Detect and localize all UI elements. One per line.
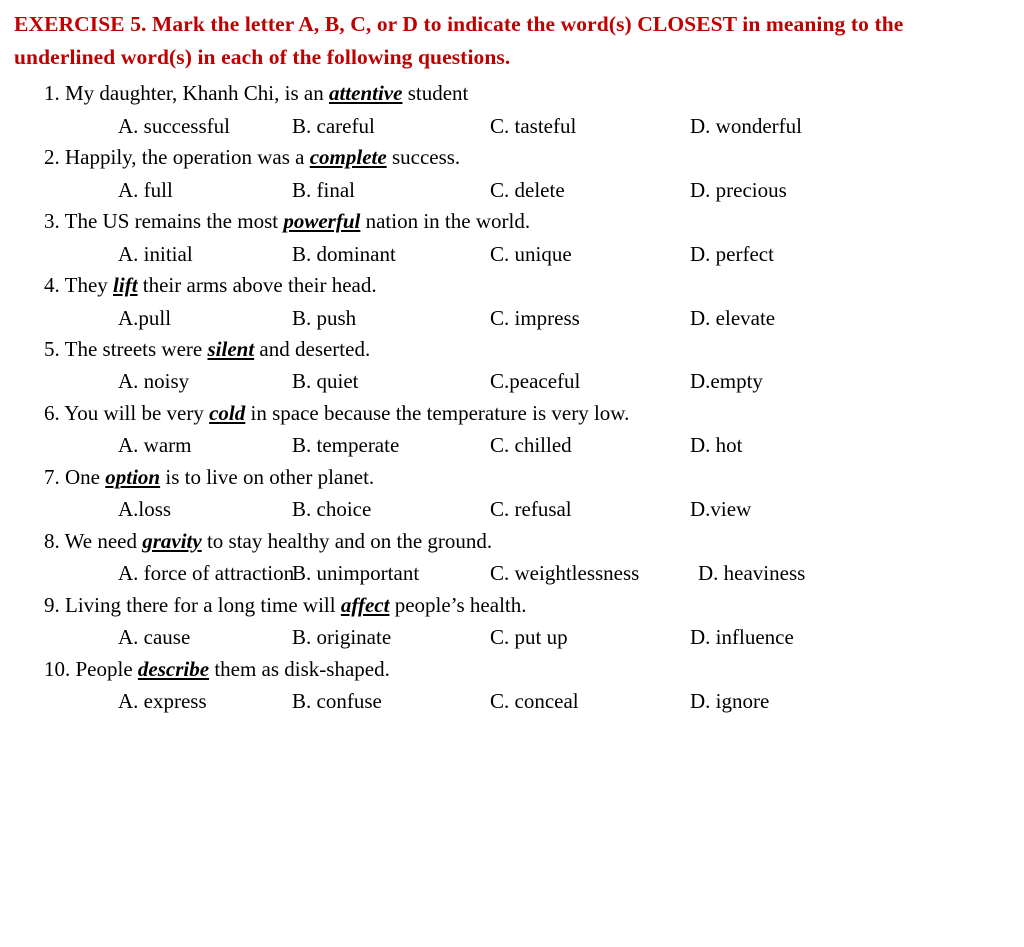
options-row-3 [14,235,1010,267]
option-4-c[interactable]: C. impress [490,305,580,330]
question-5 [14,331,1010,362]
options-row-2 [14,171,1010,203]
option-6-a[interactable]: A. warm [118,433,192,458]
option-8-d[interactable]: D. heaviness [698,561,806,586]
option-10-a[interactable]: A. express [118,688,207,713]
option-1-b[interactable]: B. careful [292,113,375,138]
question-text-after: their arms above their head. [137,273,377,298]
question-2 [14,139,1010,170]
option-7-b[interactable]: B. choice [292,497,372,522]
option-6-b[interactable]: B. temperate [292,433,400,458]
option-7-a[interactable]: A.loss [118,497,172,522]
question-text-after: people’s health. [389,592,527,617]
question-number: 2. [44,145,60,170]
question-underlined-word: silent [207,336,255,361]
question-7 [14,459,1010,490]
option-9-b[interactable]: B. originate [292,625,392,650]
question-number: 6. [44,400,60,425]
question-underlined-word: describe [137,656,210,681]
option-6-d[interactable]: D. hot [690,433,743,458]
options-row-7 [14,490,1010,522]
question-6 [14,395,1010,426]
option-2-c[interactable]: C. delete [490,177,565,202]
option-10-d[interactable]: D. ignore [690,688,770,713]
question-text-after: success. [386,145,461,170]
option-7-c[interactable]: C. refusal [490,497,572,522]
question-text-before: The streets were [64,336,208,361]
question-underlined-word: complete [309,145,387,170]
option-5-c[interactable]: C.peaceful [490,369,581,394]
options-row-5 [14,362,1010,394]
option-3-c[interactable]: C. unique [490,241,572,266]
question-number: 1. [44,81,60,106]
option-3-b[interactable]: B. dominant [292,241,396,266]
option-1-a[interactable]: A. successful [118,113,230,138]
question-3 [14,203,1010,234]
question-text-before: My daughter, Khanh Chi, is an [65,81,329,106]
options-row-9 [14,618,1010,650]
options-row-8 [14,554,1010,586]
question-text-before: They [64,273,114,298]
question-text-after: is to live on other planet. [160,464,375,489]
option-8-b[interactable]: B. unimportant [292,561,420,586]
question-text-after: and deserted. [254,336,371,361]
question-number: 10. [44,656,71,681]
option-2-d[interactable]: D. precious [690,177,787,202]
option-10-b[interactable]: B. confuse [292,688,382,713]
option-9-a[interactable]: A. cause [118,625,191,650]
options-row-4 [14,299,1010,331]
option-2-b[interactable]: B. final [292,177,355,202]
question-text-after: to stay healthy and on the ground. [201,528,493,553]
question-4 [14,267,1010,298]
option-3-d[interactable]: D. perfect [690,241,774,266]
question-text-before: People [75,656,138,681]
question-text-after: student [402,81,469,106]
option-8-c[interactable]: C. weightlessness [490,561,640,586]
question-number: 3. [44,209,60,234]
question-number: 5. [44,336,60,361]
option-5-a[interactable]: A. noisy [118,369,190,394]
question-9 [14,587,1010,618]
option-4-b[interactable]: B. push [292,305,357,330]
option-8-a[interactable]: A. force of attraction [118,561,295,586]
option-1-c[interactable]: C. tasteful [490,113,577,138]
question-number: 8. [44,528,60,553]
option-6-c[interactable]: C. chilled [490,433,572,458]
question-text-before: You will be very [64,400,210,425]
option-9-c[interactable]: C. put up [490,625,568,650]
option-2-a[interactable]: A. full [118,177,173,202]
question-text-before: The US remains the most [64,209,284,234]
question-10 [14,651,1010,682]
option-7-d[interactable]: D.view [690,497,752,522]
question-8 [14,523,1010,554]
option-10-c[interactable]: C. conceal [490,688,579,713]
options-row-10 [14,682,1010,714]
question-underlined-word: affect [340,592,390,617]
question-number: 9. [44,592,60,617]
question-number: 4. [44,273,60,298]
question-underlined-word: cold [209,400,246,425]
question-text-after: them as disk-shaped. [209,656,390,681]
options-row-1 [14,107,1010,139]
option-5-b[interactable]: B. quiet [292,369,359,394]
question-underlined-word: lift [113,273,138,298]
question-1 [14,75,1010,106]
question-text-before: Happily, the operation was a [65,145,310,170]
question-text-after: in space because the temperature is very low. [245,400,630,425]
question-text-after: nation in the world. [360,209,531,234]
option-3-a[interactable]: A. initial [118,241,193,266]
question-underlined-word: option [105,464,161,489]
exercise-heading: EXERCISE 5. Mark the letter A, B, C, or D to indicate the word(s) CLOSEST in meaning to the underlined word(s) in each of the following questions. [14,12,904,69]
option-4-d[interactable]: D. elevate [690,305,776,330]
question-underlined-word: attentive [328,81,403,106]
option-1-d[interactable]: D. wonderful [690,113,802,138]
options-row-6 [14,426,1010,458]
question-text-before: We need [64,528,143,553]
question-text-before: One [65,464,106,489]
question-underlined-word: gravity [142,528,202,553]
option-5-d[interactable]: D.empty [690,369,763,394]
question-text-before: Living there for a long time will [65,592,341,617]
option-9-d[interactable]: D. influence [690,625,794,650]
question-number: 7. [44,464,60,489]
option-4-a[interactable]: A.pull [118,305,172,330]
question-underlined-word: powerful [283,209,361,234]
